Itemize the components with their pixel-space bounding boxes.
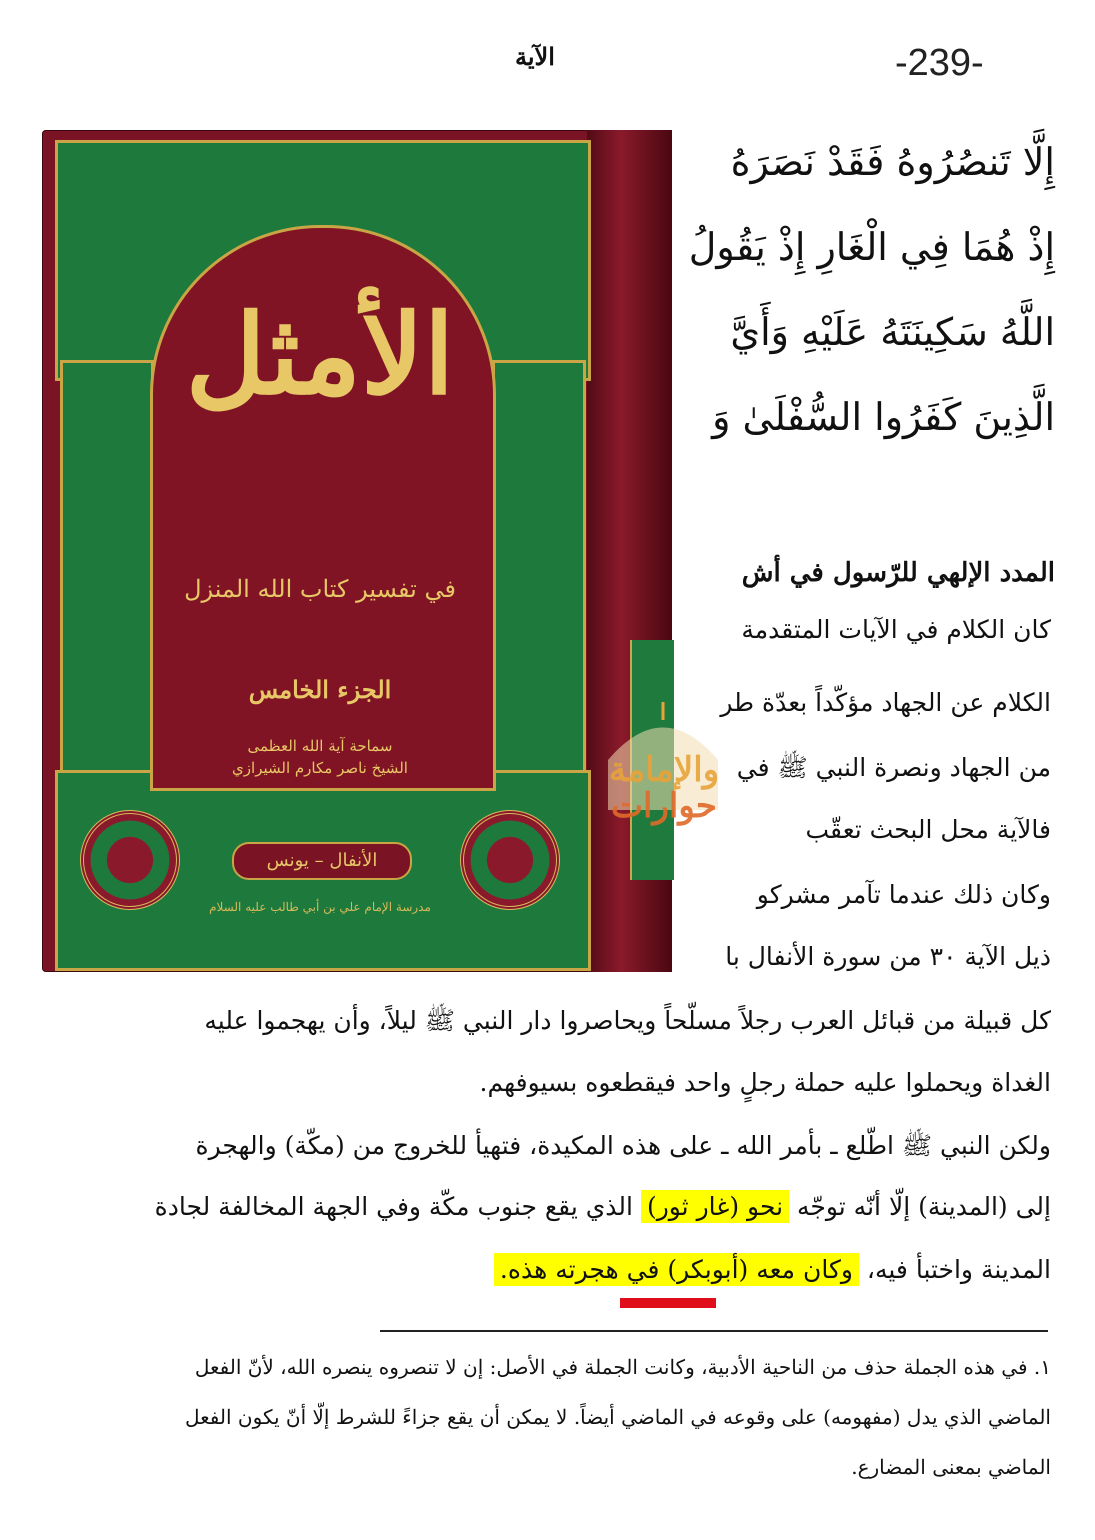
book-author-line: الشيخ ناصر مكارم الشيرازي — [232, 759, 408, 777]
verse-line: الَّذِينَ كَفَرُوا السُّفْلَىٰ وَ — [712, 395, 1055, 439]
section-title: الآية — [515, 42, 555, 71]
book-volume: الجزء الخامس — [248, 675, 392, 704]
text-segment: المدينة واختبأ فيه، — [858, 1255, 1051, 1284]
footnote-line: الماضي الذي يدل (مفهومه) على وقوعه في الماضي أيضاً. لا يمكن أن يقع جزاءً للشرط إلّا أنّ يكون الفعل — [185, 1405, 1051, 1429]
text-line-highlighted — [48, 1192, 1051, 1221]
watermark-text — [590, 752, 738, 824]
text-segment: إلى (المدينة) إلّا أنّه توجّه — [789, 1192, 1051, 1221]
watermark-line: والإمامة — [608, 750, 720, 790]
text-line: الكلام عن الجهاد مؤكّداً بعدّة طر — [720, 688, 1051, 717]
footnote-divider — [380, 1330, 1048, 1332]
highlight-ghar-thawr: نحو (غار ثور) — [641, 1190, 789, 1223]
footnote-line: الماضي بمعنى المضارع. — [851, 1455, 1051, 1479]
book-author-line: سماحة آية الله العظمى — [247, 737, 393, 755]
book-title: الأمثل — [185, 290, 455, 419]
book-author — [170, 735, 470, 779]
text-line: فالآية محل البحث تعقّب — [805, 815, 1051, 844]
watermark-line: حوارات — [611, 786, 717, 826]
highlight-abu-bakr: وكان معه (أبوبكر) في هجرته هذه. — [494, 1253, 859, 1286]
book-surah-range: الأنفال – يونس — [232, 842, 412, 880]
text-line: من الجهاد ونصرة النبي ﷺ في — [736, 753, 1051, 782]
cover-left-ornament — [60, 360, 154, 776]
verse-line: اللَّهُ سَكِينَتَهُ عَلَيْهِ وَأَيَّ — [730, 310, 1055, 354]
text-line: ذيل الآية ٣٠ من سورة الأنفال با — [725, 942, 1051, 971]
page-number: -239- — [895, 42, 984, 84]
verse-line: إِذْ هُمَا فِي الْغَارِ إِذْ يَقُولُ — [688, 225, 1055, 269]
book-subtitle: في تفسير كتاب الله المنزل — [184, 575, 456, 603]
verse-line: إِلَّا تَنصُرُوهُ فَقَدْ نَصَرَهُ — [730, 140, 1055, 184]
ornament-medallion-icon — [460, 810, 560, 910]
book-publisher: مدرسة الإمام علي بن أبي طالب عليه السلام — [209, 900, 431, 914]
text-line: كل قبيلة من قبائل العرب رجلاً مسلّحاً ويحاصروا دار النبي ﷺ ليلاً، وأن يهجموا عليه — [204, 1006, 1051, 1035]
section-heading: المدد الإلهي للرّسول في أش — [741, 558, 1055, 588]
text-line: كان الكلام في الآيات المتقدمة — [741, 615, 1051, 644]
ornament-medallion-icon — [80, 810, 180, 910]
text-segment: الذي يقع جنوب مكّة وفي الجهة المخالفة لجادة — [154, 1192, 641, 1221]
text-line: وكان ذلك عندما تآمر مشركو — [756, 880, 1051, 909]
footnote-line: ١. في هذه الجملة حذف من الناحية الأدبية، وكانت الجملة في الأصل: إن لا تنصروه ينصره الله، لأنّ الفعل — [194, 1355, 1051, 1379]
red-underline-mark — [620, 1298, 716, 1308]
text-line-highlighted — [48, 1255, 1051, 1284]
text-line: الغداة ويحملوا عليه حملة رجلٍ واحد فيقطعوه بسيوفهم. — [479, 1068, 1051, 1097]
cover-right-ornament — [492, 360, 586, 776]
text-line: ولكن النبي ﷺ اطّلع ـ بأمر الله ـ على هذه المكيدة، فتهيأ للخروج من (مكّة) والهجرة — [195, 1131, 1051, 1160]
